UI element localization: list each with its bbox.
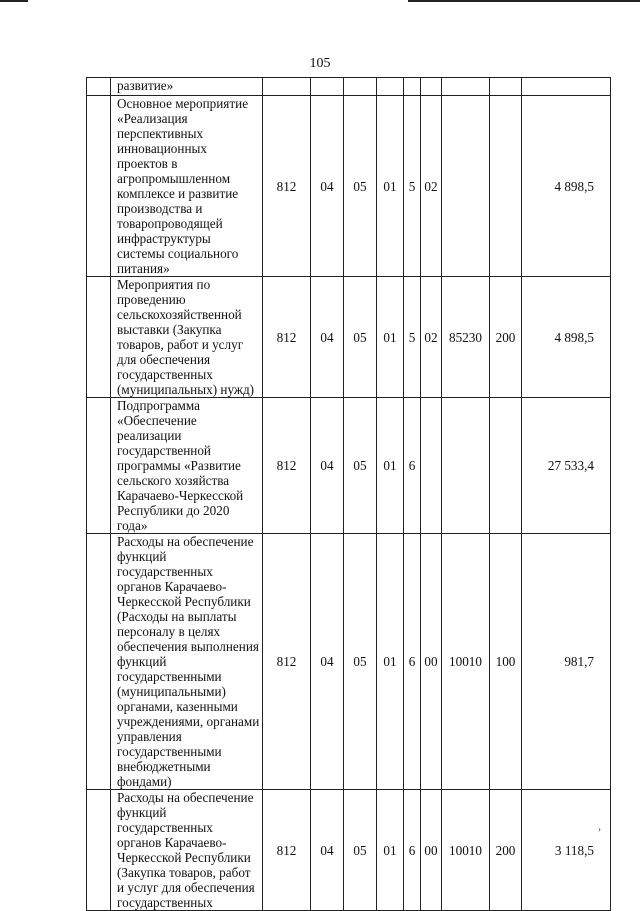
scan-edge-mark [408, 0, 640, 2]
amount-cell: 27 533,4 [522, 398, 611, 534]
table-row [87, 277, 611, 398]
ministry-code-cell [263, 78, 311, 96]
ministry-code-cell: 812 [263, 534, 311, 790]
direction-code-cell [442, 398, 490, 534]
subsection-code-cell [344, 78, 377, 96]
section-code-cell: 04 [311, 534, 344, 790]
table-row [87, 398, 611, 534]
program-code-cell: 01 [377, 790, 404, 911]
subprogram-code-cell: 5 [404, 277, 421, 398]
ministry-code-cell: 812 [263, 398, 311, 534]
amount-cell: 3 118,5 [522, 790, 611, 911]
table-row [87, 96, 611, 277]
row-number-cell [87, 78, 111, 96]
program-code-cell: 01 [377, 398, 404, 534]
item-name-cell: Расходы на обеспечение функций государственных органов Карачаево-Черкесской Республики (Закупка товаров, работ и услуг для обеспечения государственных [111, 790, 263, 911]
table-row [87, 78, 611, 96]
item-name-cell: Мероприятия по проведению сельскохозяйственной выставки (Закупка товаров, работ и услуг для обеспечения государственных (муниципальных) нужд) [111, 277, 263, 398]
table-row [87, 534, 611, 790]
event-code-cell: 02 [421, 277, 442, 398]
subsection-code-cell: 05 [344, 277, 377, 398]
section-code-cell [311, 78, 344, 96]
subprogram-code-cell: 6 [404, 790, 421, 911]
section-code-cell: 04 [311, 277, 344, 398]
amount-cell: 4 898,5 [522, 96, 611, 277]
table-body [87, 78, 611, 911]
section-code-cell: 04 [311, 96, 344, 277]
amount-cell [522, 78, 611, 96]
subsection-code-cell: 05 [344, 96, 377, 277]
row-number-cell [87, 277, 111, 398]
page-number: 105 [309, 56, 331, 71]
expense-type-cell: 200 [490, 790, 522, 911]
event-code-cell: 02 [421, 96, 442, 277]
row-number-cell [87, 398, 111, 534]
program-code-cell: 01 [377, 96, 404, 277]
event-code-cell: 00 [421, 534, 442, 790]
program-code-cell [377, 78, 404, 96]
row-number-cell [87, 534, 111, 790]
subprogram-code-cell: 6 [404, 398, 421, 534]
subprogram-code-cell: 6 [404, 534, 421, 790]
subsection-code-cell: 05 [344, 398, 377, 534]
scan-speck: › [598, 824, 601, 834]
direction-code-cell: 10010 [442, 790, 490, 911]
subsection-code-cell: 05 [344, 790, 377, 911]
item-name-cell: Основное мероприятие «Реализация перспективных инновационных проектов в агропромышленном комплексе и развитие производства и товаропроводящей инфраструктуры системы социального питания» [111, 96, 263, 277]
row-number-cell [87, 96, 111, 277]
section-code-cell: 04 [311, 790, 344, 911]
direction-code-cell: 10010 [442, 534, 490, 790]
direction-code-cell [442, 96, 490, 277]
expense-type-cell [490, 96, 522, 277]
budget-table [86, 77, 611, 911]
direction-code-cell [442, 78, 490, 96]
row-number-cell [87, 790, 111, 911]
subsection-code-cell: 05 [344, 534, 377, 790]
item-name-cell: Расходы на обеспечение функций государственных органов Карачаево-Черкесской Республики (Расходы на выплаты персоналу в целях обеспечения выполнения функций государственными (муниципальными) органами, казенными учреждениями, органами управления государственными внебюджетными фондами) [111, 534, 263, 790]
ministry-code-cell: 812 [263, 277, 311, 398]
subprogram-code-cell [404, 78, 421, 96]
ministry-code-cell: 812 [263, 790, 311, 911]
expense-type-cell: 200 [490, 277, 522, 398]
item-name-cell: развитие» [111, 78, 263, 96]
direction-code-cell: 85230 [442, 277, 490, 398]
program-code-cell: 01 [377, 534, 404, 790]
event-code-cell [421, 398, 442, 534]
expense-type-cell: 100 [490, 534, 522, 790]
section-code-cell: 04 [311, 398, 344, 534]
table-row [87, 790, 611, 911]
amount-cell: 981,7 [522, 534, 611, 790]
program-code-cell: 01 [377, 277, 404, 398]
event-code-cell [421, 78, 442, 96]
amount-cell: 4 898,5 [522, 277, 611, 398]
ministry-code-cell: 812 [263, 96, 311, 277]
item-name-cell: Подпрограмма «Обеспечение реализации государственной программы «Развитие сельского хозяйства Карачаево-Черкесской Республики до 2020 года» [111, 398, 263, 534]
scan-edge-mark [0, 0, 28, 2]
expense-type-cell [490, 78, 522, 96]
expense-type-cell [490, 398, 522, 534]
event-code-cell: 00 [421, 790, 442, 911]
subprogram-code-cell: 5 [404, 96, 421, 277]
